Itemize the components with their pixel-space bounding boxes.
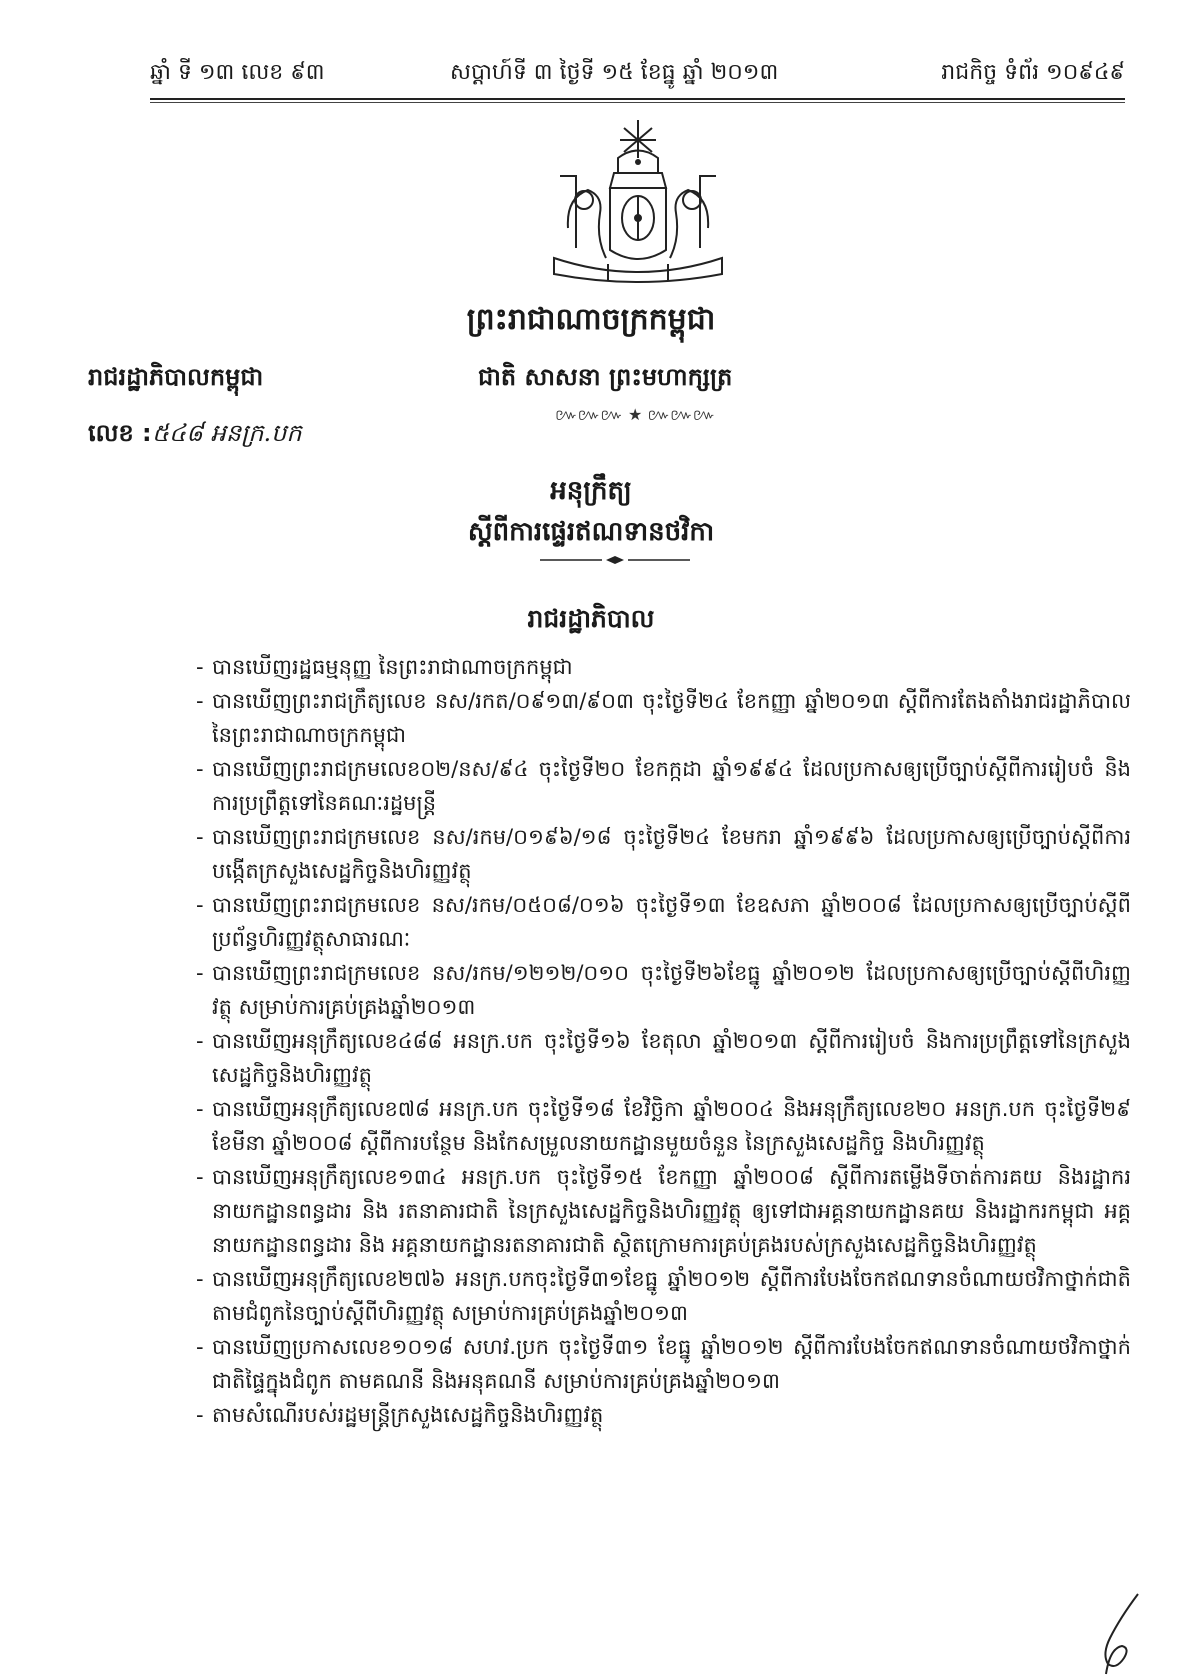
preamble-clause: - បានឃើញអនុក្រឹត្យលេខ២៧៦ អនក្រ.បកចុះថ្ងៃទី៣១ខែធ្នូ ឆ្នាំ២០១២ ស្តីពីការបែងចែកឥណទានចំណាយថវិកាថ្នាក់ជាតិតាមជំពូកនៃច្បាប់ស្តីពីហិរញ្ញវត្ថុ សម្រាប់ការគ្រប់គ្រងឆ្នាំ២០១៣ xyxy=(196,1262,1131,1330)
preamble-clause: - បានឃើញប្រកាសលេខ១០១៨ សហវ.ប្រក ចុះថ្ងៃទី៣១ ខែធ្នូ ឆ្នាំ២០១២ ស្តីពីការបែងចែកឥណទានចំណាយថវិកាថ្នាក់ជាតិផ្ទៃក្នុងជំពូក តាមគណនី និងអនុគណនី សម្រាប់ការគ្រប់គ្រងឆ្នាំ២០១៣ xyxy=(196,1330,1131,1398)
document-number: ៥៤៨ អនក្រ.បក xyxy=(152,419,302,447)
gazette-issue: ឆ្នាំ ទី ១៣ លេខ ៩៣ xyxy=(150,60,325,85)
preamble-clause-list xyxy=(196,650,1131,1432)
gazette-date: សប្តាហ៍ទី ៣ ថ្ងៃទី ១៥ ខែធ្នូ ឆ្នាំ ២០១៣ xyxy=(450,60,779,85)
national-motto: ជាតិ សាសនា ព្រះមហាក្សត្រ xyxy=(478,363,733,391)
preamble-clause: - បានឃើញអនុក្រឹត្យលេខ៧៨ អនក្រ.បក ចុះថ្ងៃទី១៨ ខែវិច្ឆិកា ឆ្នាំ២០០៤ និងអនុក្រឹត្យលេខ២០ អនក្រ.បក ចុះថ្ងៃទី២៩ ខែមីនា ឆ្នាំ២០០៨ ស្តីពីការបន្ថែម និងកែសម្រួលនាយកដ្ឋានមួយចំនួន នៃក្រសួងសេដ្ឋកិច្ច និងហិរញ្ញវត្ថុ xyxy=(196,1092,1131,1160)
motto-ornament: ៚៚៚ ★ ៚៚៚ xyxy=(555,405,716,424)
kingdom-name: ព្រះរាជាណាចក្រកម្ពុជា xyxy=(466,302,716,337)
preamble-clause: - បានឃើញព្រះរាជក្រឹត្យលេខ នស/រកត/០៩១៣/៩០៣ ចុះថ្ងៃទី២៤ ខែកញ្ញា ឆ្នាំ២០១៣ ស្តីពីការតែងតាំងរាជរដ្ឋាភិបាល នៃព្រះរាជាណាចក្រកម្ពុជា xyxy=(196,684,1131,752)
document-type: អនុក្រឹត្យ xyxy=(550,476,632,506)
preamble-clause: - បានឃើញអនុក្រឹត្យលេខ៤៨៨ អនក្រ.បក ចុះថ្ងៃទី១៦ ខែតុលា ឆ្នាំ២០១៣ ស្តីពីការរៀបចំ និងការប្រព្រឹត្តទៅនៃក្រសួងសេដ្ឋកិច្ចនិងហិរញ្ញវត្ថុ xyxy=(196,1024,1131,1092)
preamble-clause: - បានឃើញព្រះរាជក្រមលេខ នស/រកម/១២១២/០១០ ចុះថ្ងៃទី២៦ខែធ្នូ ឆ្នាំ២០១២ ដែលប្រកាសឲ្យប្រើច្បាប់ស្តីពីហិរញ្ញវត្ថុ សម្រាប់ការគ្រប់គ្រងឆ្នាំ២០១៣ xyxy=(196,956,1131,1024)
gazette-page: រាជកិច្ច ទំព័រ ១០៩៤៩ xyxy=(941,60,1125,85)
gazette-header xyxy=(150,58,1125,98)
document-subject: ស្តីពីការផ្ទេរឥណទានថវិកា xyxy=(467,517,715,547)
preamble-clause: - បានឃើញព្រះរាជក្រមលេខ០២/នស/៩៤ ចុះថ្ងៃទី២០ ខែកក្កដា ឆ្នាំ១៩៩៤ ដែលប្រកាសឲ្យប្រើច្បាប់ស្តីពីការរៀបចំ និងការប្រព្រឹត្តទៅនៃគណៈរដ្ឋមន្ត្រី xyxy=(196,752,1131,820)
title-divider-ornament xyxy=(540,555,690,565)
preamble-clause: - តាមសំណើរបស់រដ្ឋមន្ត្រីក្រសួងសេដ្ឋកិច្ចនិងហិរញ្ញវត្ថុ xyxy=(196,1398,1131,1432)
preamble-clause: - បានឃើញព្រះរាជក្រមលេខ នស/រកម/០១៩៦/១៨ ចុះថ្ងៃទី២៤ ខែមករា ឆ្នាំ១៩៩៦ ដែលប្រកាសឲ្យប្រើច្បាប់ស្តីពីការបង្កើតក្រសួងសេដ្ឋកិច្ចនិងហិរញ្ញវត្ថុ xyxy=(196,820,1131,888)
header-divider-thin xyxy=(150,102,1125,103)
issuing-government: រាជរដ្ឋាភិបាលកម្ពុជា xyxy=(88,363,264,391)
royal-coat-of-arms-icon xyxy=(548,118,728,288)
preamble-clause: - បានឃើញព្រះរាជក្រមលេខ នស/រកម/០៥០៨/០១៦ ចុះថ្ងៃទី១៣ ខែឧសភា ឆ្នាំ២០០៨ ដែលប្រកាសឲ្យប្រើច្បាប់ស្តីពីប្រព័ន្ធហិរញ្ញវត្ថុសាធារណៈ xyxy=(196,888,1131,956)
preamble-clause: - បានឃើញអនុក្រឹត្យលេខ១៣៤ អនក្រ.បក ចុះថ្ងៃទី១៥ ខែកញ្ញា ឆ្នាំ២០០៨ ស្តីពីការតម្លើងទីចាត់ការគយ និងរដ្ឋាករ នាយកដ្ឋានពន្ធដារ និង រតនាគារជាតិ នៃក្រសួងសេដ្ឋកិច្ចនិងហិរញ្ញវត្ថុ ឲ្យទៅជាអគ្គនាយកដ្ឋានគយ និងរដ្ឋាករកម្ពុជា អគ្គនាយកដ្ឋានពន្ធដារ និង អគ្គនាយកដ្ឋានរតនាគារជាតិ ស្ថិតក្រោមការគ្រប់គ្រងរបស់ក្រសួងសេដ្ឋកិច្ចនិងហិរញ្ញវត្ថុ xyxy=(196,1160,1131,1262)
preamble-clause: - បានឃើញរដ្ឋធម្មនុញ្ញ នៃព្រះរាជាណាចក្រកម្ពុជា xyxy=(196,650,1131,684)
header-divider xyxy=(150,98,1125,100)
document-number-label: លេខ : xyxy=(88,419,152,447)
handwritten-initial-icon xyxy=(1080,1588,1170,1678)
section-title: រាជរដ្ឋាភិបាល xyxy=(527,604,655,633)
